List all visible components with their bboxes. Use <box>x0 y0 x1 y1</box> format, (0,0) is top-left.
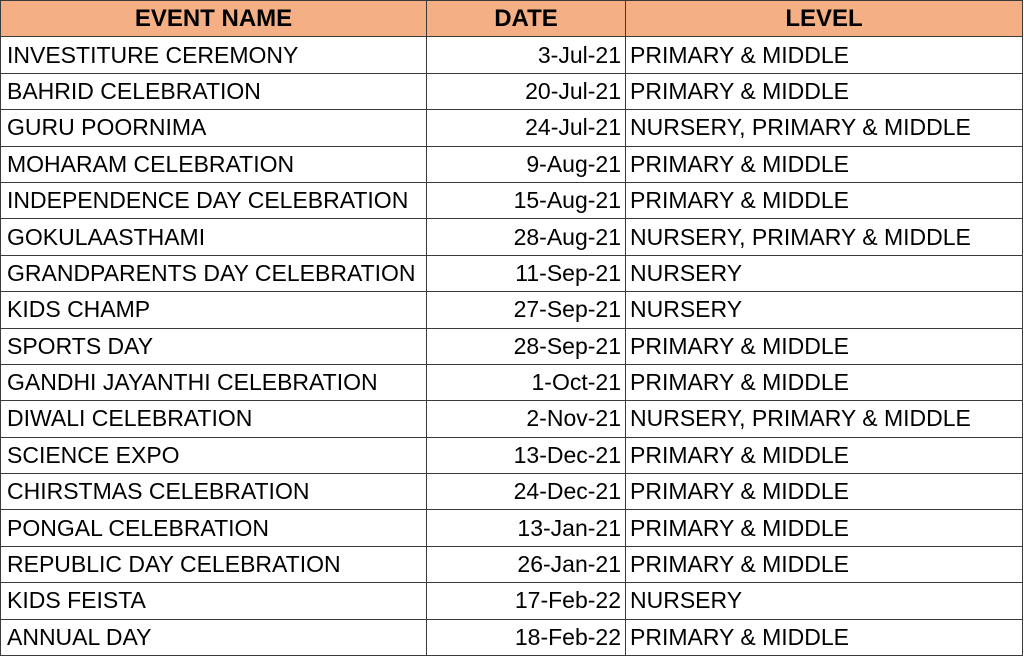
event-name-cell: CHIRSTMAS CELEBRATION <box>1 474 427 510</box>
event-name-cell: SPORTS DAY <box>1 328 427 364</box>
table-row <box>1 364 1023 400</box>
event-date-cell: 3-Jul-21 <box>427 37 626 73</box>
event-name-cell: KIDS FEISTA <box>1 583 427 619</box>
event-level-cell: NURSERY, PRIMARY & MIDDLE <box>626 219 1023 255</box>
event-level-cell: NURSERY <box>626 583 1023 619</box>
event-name-cell: GANDHI JAYANTHI CELEBRATION <box>1 364 427 400</box>
event-date-cell: 17-Feb-22 <box>427 583 626 619</box>
event-date-cell: 13-Dec-21 <box>427 437 626 473</box>
table-row <box>1 110 1023 146</box>
event-name-cell: GRANDPARENTS DAY CELEBRATION <box>1 255 427 291</box>
event-date-cell: 28-Sep-21 <box>427 328 626 364</box>
event-name-cell: REPUBLIC DAY CELEBRATION <box>1 546 427 582</box>
event-level-cell: PRIMARY & MIDDLE <box>626 510 1023 546</box>
event-name-cell: DIWALI CELEBRATION <box>1 401 427 437</box>
event-date-cell: 15-Aug-21 <box>427 182 626 218</box>
event-name-cell: SCIENCE EXPO <box>1 437 427 473</box>
event-level-cell: PRIMARY & MIDDLE <box>626 364 1023 400</box>
event-date-cell: 2-Nov-21 <box>427 401 626 437</box>
event-name-header: EVENT NAME <box>1 1 427 37</box>
table-row <box>1 292 1023 328</box>
event-level-cell: PRIMARY & MIDDLE <box>626 328 1023 364</box>
event-name-cell: GURU POORNIMA <box>1 110 427 146</box>
table-row <box>1 328 1023 364</box>
table-row <box>1 37 1023 73</box>
event-level-cell: PRIMARY & MIDDLE <box>626 73 1023 109</box>
table-row <box>1 583 1023 619</box>
table-row <box>1 546 1023 582</box>
event-name-cell: INVESTITURE CEREMONY <box>1 37 427 73</box>
table-row <box>1 474 1023 510</box>
level-header: LEVEL <box>626 1 1023 37</box>
date-header: DATE <box>427 1 626 37</box>
header-row <box>1 1 1023 37</box>
event-date-cell: 11-Sep-21 <box>427 255 626 291</box>
event-level-cell: PRIMARY & MIDDLE <box>626 37 1023 73</box>
event-name-cell: PONGAL CELEBRATION <box>1 510 427 546</box>
event-level-cell: PRIMARY & MIDDLE <box>626 619 1023 655</box>
table-row <box>1 255 1023 291</box>
event-name-cell: INDEPENDENCE DAY CELEBRATION <box>1 182 427 218</box>
table-row <box>1 73 1023 109</box>
table-row <box>1 437 1023 473</box>
table-row <box>1 182 1023 218</box>
event-level-cell: PRIMARY & MIDDLE <box>626 474 1023 510</box>
event-date-cell: 24-Jul-21 <box>427 110 626 146</box>
event-level-cell: NURSERY <box>626 292 1023 328</box>
event-level-cell: NURSERY <box>626 255 1023 291</box>
event-date-cell: 9-Aug-21 <box>427 146 626 182</box>
event-date-cell: 24-Dec-21 <box>427 474 626 510</box>
table-row <box>1 146 1023 182</box>
event-rows <box>1 37 1023 656</box>
event-name-cell: BAHRID CELEBRATION <box>1 73 427 109</box>
event-date-cell: 26-Jan-21 <box>427 546 626 582</box>
event-level-cell: PRIMARY & MIDDLE <box>626 437 1023 473</box>
event-date-cell: 1-Oct-21 <box>427 364 626 400</box>
event-date-cell: 28-Aug-21 <box>427 219 626 255</box>
event-name-cell: KIDS CHAMP <box>1 292 427 328</box>
table-row <box>1 219 1023 255</box>
event-name-cell: GOKULAASTHAMI <box>1 219 427 255</box>
event-name-cell: MOHARAM CELEBRATION <box>1 146 427 182</box>
event-date-cell: 20-Jul-21 <box>427 73 626 109</box>
event-level-cell: NURSERY, PRIMARY & MIDDLE <box>626 110 1023 146</box>
table-row <box>1 510 1023 546</box>
event-date-cell: 13-Jan-21 <box>427 510 626 546</box>
event-level-cell: PRIMARY & MIDDLE <box>626 146 1023 182</box>
table-row <box>1 619 1023 655</box>
table-row <box>1 401 1023 437</box>
event-level-cell: NURSERY, PRIMARY & MIDDLE <box>626 401 1023 437</box>
event-level-cell: PRIMARY & MIDDLE <box>626 182 1023 218</box>
event-level-cell: PRIMARY & MIDDLE <box>626 546 1023 582</box>
event-date-cell: 27-Sep-21 <box>427 292 626 328</box>
event-date-cell: 18-Feb-22 <box>427 619 626 655</box>
event-name-cell: ANNUAL DAY <box>1 619 427 655</box>
